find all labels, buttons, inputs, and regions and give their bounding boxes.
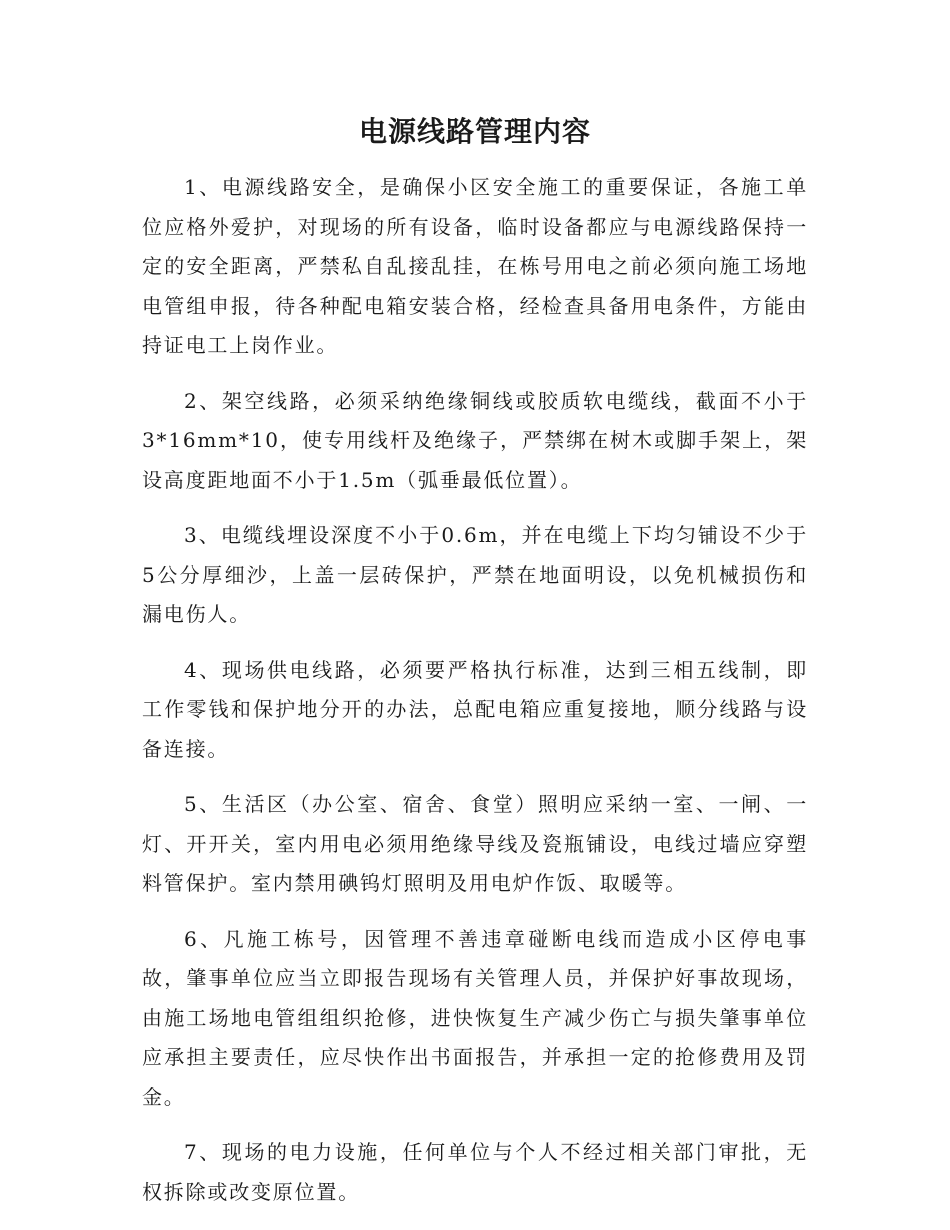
paragraph-1: 1、电源线路安全，是确保小区安全施工的重要保证，各施工单位应格外爱护，对现场的所有设备，临时设备都应与电源线路保持一定的安全距离，严禁私自乱接乱挂，在栋号用电之前必须向施工场地电管组申报，待各种配电箱安装合格，经检查具备用电条件，方能由持证电工上岗作业。 [142, 175, 808, 357]
paragraph-4: 4、现场供电线路，必须要严格执行标准，达到三相五线制，即工作零钱和保护地分开的办法，总配电箱应重复接地，顺分线路与设备连接。 [142, 657, 808, 761]
paragraph-7: 7、现场的电力设施，任何单位与个人不经过相关部门审批，无权拆除或改变原位置。 [142, 1140, 808, 1204]
document-title: 电源线路管理内容 [358, 115, 591, 148]
document-page [142, 112, 808, 1228]
paragraph-3: 3、电缆线埋设深度不小于0.6m，并在电缆上下均匀铺设不少于5公分厚细沙，上盖一层砖保护，严禁在地面明设，以免机械损伤和漏电伤人。 [142, 523, 808, 626]
paragraph-5: 5、生活区（办公室、宿舍、食堂）照明应采纳一室、一闸、一灯、开开关，室内用电必须用绝缘导线及瓷瓶铺设，电线过墙应穿塑料管保护。室内禁用碘钨灯照明及用电炉作饭、取暖等。 [142, 792, 808, 895]
paragraph-2: 2、架空线路，必须采纳绝缘铜线或胶质软电缆线，截面不小于3*16mm*10，使专用线杆及绝缘子，严禁绑在树木或脚手架上，架设高度距地面不小于1.5m（弧垂最低位置）。 [142, 388, 808, 492]
paragraph-6: 6、凡施工栋号，因管理不善违章碰断电线而造成小区停电事故，肇事单位应当立即报告现场有关管理人员，并保护好事故现场，由施工场地电管组组织抢修，进快恢复生产减少伤亡与损失肇事单位应承担主要责任，应尽快作出书面报告，并承担一定的抢修费用及罚金。 [142, 926, 808, 1109]
